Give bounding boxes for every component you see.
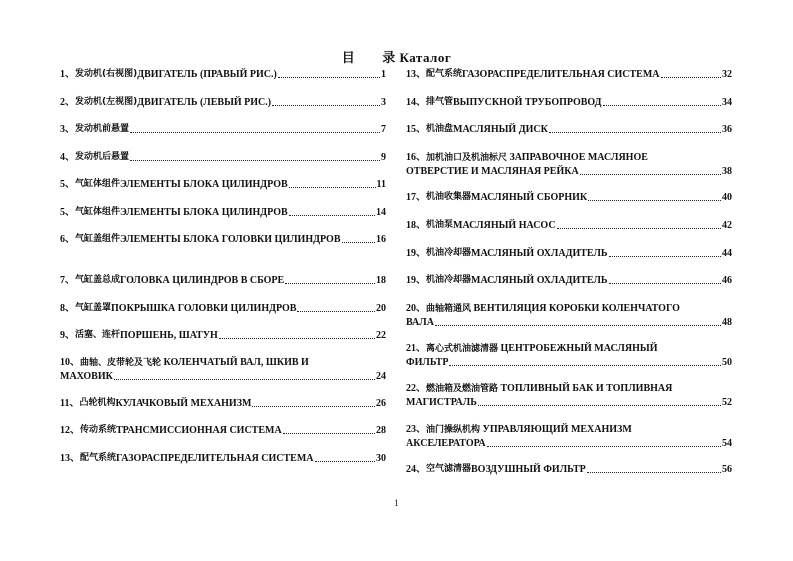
toc-entry-russian: ВОЗДУШНЫЙ ФИЛЬТР bbox=[471, 464, 586, 475]
toc-entry-russian-cont: АКСЕЛЕРАТОРА bbox=[406, 438, 486, 449]
toc-entry-russian-cont: ВАЛА bbox=[406, 317, 434, 328]
toc-entry-page: 52 bbox=[722, 397, 732, 408]
toc-entry-russian: ЗАПРАВОЧНОЕ МАСЛЯНОЕ bbox=[507, 152, 648, 163]
toc-entry[interactable] bbox=[60, 274, 386, 287]
toc-entry-russian: ГАЗОРАСПРЕДЕЛИТЕЛЬНАЯ СИСТЕМА bbox=[116, 453, 314, 464]
toc-entry[interactable] bbox=[60, 356, 386, 383]
toc-entry-russian: ДВИГАТЕЛЬ (ПРАВЫЙ РИС.) bbox=[137, 69, 277, 80]
toc-entry[interactable] bbox=[60, 329, 386, 342]
toc-entry[interactable] bbox=[60, 123, 386, 136]
toc-entry[interactable] bbox=[60, 302, 386, 315]
toc-entry[interactable] bbox=[60, 68, 386, 81]
toc-entry-number: 3、 bbox=[60, 124, 75, 135]
toc-entry[interactable] bbox=[60, 206, 386, 219]
toc-entry-number: 8、 bbox=[60, 303, 75, 314]
toc-entry-number: 21、 bbox=[406, 343, 426, 354]
toc-entry-russian-cont: МАХОВИК bbox=[60, 371, 113, 382]
dot-leader bbox=[557, 228, 721, 229]
toc-entry-russian: МАСЛЯНЫЙ СБОРНИК bbox=[471, 192, 588, 203]
toc-entry-russian: ЦЕНТРОБЕЖНЫЙ МАСЛЯНЫЙ bbox=[498, 343, 658, 354]
dot-leader bbox=[609, 256, 721, 257]
toc-entry-page: 30 bbox=[376, 453, 386, 464]
dot-leader bbox=[661, 77, 721, 78]
dot-leader bbox=[252, 406, 375, 407]
toc-entry-russian: МАСЛЯНЫЙ НАСОС bbox=[453, 220, 556, 231]
toc-entry-page: 54 bbox=[722, 438, 732, 449]
dot-leader bbox=[609, 283, 721, 284]
toc-entry-number: 14、 bbox=[406, 97, 426, 108]
toc-entry-russian: ПОРШЕНЬ, ШАТУН bbox=[120, 330, 218, 341]
toc-entry-number: 5、 bbox=[60, 207, 75, 218]
dot-leader bbox=[580, 174, 721, 175]
toc-entry-page: 7 bbox=[381, 124, 386, 135]
toc-entry[interactable] bbox=[406, 342, 732, 369]
toc-entry-page: 56 bbox=[722, 464, 732, 475]
dot-leader bbox=[219, 338, 375, 339]
toc-entry[interactable] bbox=[406, 96, 732, 109]
toc-entry[interactable] bbox=[60, 96, 386, 109]
toc-entry-chinese: 机油盘 bbox=[426, 124, 454, 134]
toc-entry[interactable] bbox=[406, 123, 732, 136]
toc-entry-page: 28 bbox=[376, 425, 386, 436]
dot-leader bbox=[278, 77, 380, 78]
toc-entry-number: 13、 bbox=[406, 69, 426, 80]
toc-entry-russian: ГОЛОВКА ЦИЛИНДРОВ В СБОРЕ bbox=[120, 275, 285, 286]
toc-entry-russian: МАСЛЯНЫЙ ОХЛАДИТЕЛЬ bbox=[471, 275, 608, 286]
toc-entry-number: 23、 bbox=[406, 424, 426, 435]
dot-leader bbox=[289, 187, 376, 188]
toc-entry-number: 19、 bbox=[406, 248, 426, 259]
dot-leader bbox=[283, 433, 375, 434]
dot-leader bbox=[342, 242, 376, 243]
toc-entry[interactable] bbox=[406, 302, 732, 329]
dot-leader bbox=[297, 311, 375, 312]
toc-entry-number: 16、 bbox=[406, 152, 426, 163]
toc-entry-number: 12、 bbox=[60, 425, 80, 436]
dot-leader bbox=[315, 461, 375, 462]
toc-entry-russian: МАСЛЯНЫЙ ОХЛАДИТЕЛЬ bbox=[471, 248, 608, 259]
toc-entry-page: 20 bbox=[376, 303, 386, 314]
toc-entry-number: 15、 bbox=[406, 124, 426, 135]
toc-entry-number: 20、 bbox=[406, 303, 426, 314]
dot-leader bbox=[114, 379, 375, 380]
dot-leader bbox=[487, 446, 721, 447]
toc-entry-russian-cont: ФИЛЬТР bbox=[406, 357, 449, 368]
toc-entry-chinese: 加机油口及机油标尺 bbox=[426, 153, 508, 163]
toc-entry-russian: ТРАНСМИССИОННАЯ СИСТЕМА bbox=[116, 425, 282, 436]
toc-entry-chinese: 排气管 bbox=[426, 97, 454, 107]
toc-entry-chinese: 发动机(左视图) bbox=[75, 97, 138, 107]
toc-entry-chinese: 气缸盖组件 bbox=[75, 234, 121, 244]
toc-entry[interactable] bbox=[406, 151, 732, 178]
dot-leader bbox=[603, 105, 721, 106]
toc-entry-chinese: 曲轴箱通风 bbox=[426, 304, 472, 314]
toc-entry-page: 18 bbox=[376, 275, 386, 286]
dot-leader bbox=[130, 160, 380, 161]
toc-entry-page: 32 bbox=[722, 69, 732, 80]
toc-entry-page: 24 bbox=[376, 371, 386, 382]
toc-entry-chinese: 离心式机油滤清器 bbox=[426, 344, 499, 354]
toc-entry-russian: УПРАВЛЯЮЩИЙ МЕХАНИЗМ bbox=[480, 424, 632, 435]
toc-entry-chinese: 凸轮机构 bbox=[79, 398, 116, 408]
toc-entry-chinese: 机油冷却器 bbox=[426, 275, 472, 285]
toc-entry-page: 26 bbox=[376, 398, 386, 409]
toc-entry-russian-cont: МАГИСТРАЛЬ bbox=[406, 397, 477, 408]
page-number: 1 bbox=[394, 498, 399, 508]
toc-entry-page: 14 bbox=[376, 207, 386, 218]
toc-entry[interactable] bbox=[406, 423, 732, 450]
toc-entry-page: 42 bbox=[722, 220, 732, 231]
toc-entry-page: 34 bbox=[722, 97, 732, 108]
toc-entry[interactable] bbox=[406, 463, 732, 476]
dot-leader bbox=[587, 472, 721, 473]
toc-entry-russian: ЭЛЕМЕНТЫ БЛОКА ГОЛОВКИ ЦИЛИНДРОВ bbox=[120, 234, 341, 245]
toc-entry-number: 11、 bbox=[60, 398, 80, 409]
toc-entry-number: 18、 bbox=[406, 220, 426, 231]
toc-entry[interactable] bbox=[60, 452, 386, 465]
toc-entry-chinese: 气缸体组件 bbox=[75, 179, 121, 189]
toc-entry-chinese: 气缸体组件 bbox=[75, 207, 121, 217]
toc-entry-chinese: 空气滤清器 bbox=[426, 464, 472, 474]
toc-entry-number: 4、 bbox=[60, 152, 75, 163]
page-title: 目 录 Каталог bbox=[341, 50, 452, 65]
toc-entry-page: 48 bbox=[722, 317, 732, 328]
toc-entry-russian: КУЛАЧКОВЫЙ МЕХАНИЗМ bbox=[115, 398, 252, 409]
toc-entry-russian: ДВИГАТЕЛЬ (ЛЕВЫЙ РИС.) bbox=[137, 97, 272, 108]
toc-entry[interactable] bbox=[60, 178, 386, 191]
dot-leader bbox=[478, 405, 721, 406]
toc-entry[interactable] bbox=[60, 151, 386, 164]
toc-entry-number: 10、 bbox=[60, 357, 80, 368]
toc-entry-russian: ЭЛЕМЕНТЫ БЛОКА ЦИЛИНДРОВ bbox=[120, 207, 288, 218]
toc-entry-page: 1 bbox=[381, 69, 386, 80]
toc-entry-page: 44 bbox=[722, 248, 732, 259]
dot-leader bbox=[285, 283, 375, 284]
toc-entry-russian: ВЕНТИЛЯЦИЯ КОРОБКИ КОЛЕНЧАТОГО bbox=[471, 303, 680, 314]
toc-entry-number: 24、 bbox=[406, 464, 426, 475]
toc-entry-number: 2、 bbox=[60, 97, 75, 108]
toc-entry-number: 5、 bbox=[60, 179, 75, 190]
toc-entry-russian: МАСЛЯНЫЙ ДИСК bbox=[453, 124, 548, 135]
toc-entry-chinese: 曲轴、皮带轮及飞轮 bbox=[80, 358, 162, 368]
toc-entry-chinese: 传动系统 bbox=[80, 425, 117, 435]
toc-entry[interactable] bbox=[406, 68, 732, 81]
toc-entry-page: 11 bbox=[376, 179, 386, 190]
toc-entry-russian: ТОПЛИВНЫЙ БАК И ТОПЛИВНАЯ bbox=[498, 383, 673, 394]
toc-entry-number: 19、 bbox=[406, 275, 426, 286]
toc-entry-page: 46 bbox=[722, 275, 732, 286]
toc-entry-chinese: 机油收集器 bbox=[426, 192, 472, 202]
toc-entry-chinese: 活塞、连杆 bbox=[75, 330, 121, 340]
toc-entry-number: 6、 bbox=[60, 234, 75, 245]
toc-entry-number: 9、 bbox=[60, 330, 75, 341]
toc-entry-chinese: 气缸盖总成 bbox=[75, 275, 121, 285]
toc-entry-page: 50 bbox=[722, 357, 732, 368]
toc-entry-chinese: 配气系统 bbox=[80, 453, 117, 463]
toc-entry[interactable] bbox=[406, 274, 732, 287]
toc-entry[interactable] bbox=[406, 247, 732, 260]
toc-entry-number: 13、 bbox=[60, 453, 80, 464]
toc-entry-chinese: 气缸盖罩 bbox=[75, 303, 112, 313]
toc-entry-chinese: 机油泵 bbox=[426, 220, 454, 230]
toc-entry-chinese: 发动机前悬置 bbox=[75, 124, 130, 134]
toc-entry-page: 3 bbox=[381, 97, 386, 108]
toc-entry-page: 16 bbox=[376, 234, 386, 245]
toc-entry[interactable] bbox=[406, 219, 732, 232]
toc-entry[interactable] bbox=[60, 424, 386, 437]
dot-leader bbox=[289, 215, 375, 216]
toc-entry-chinese: 油门操纵机构 bbox=[426, 425, 481, 435]
toc-entry[interactable] bbox=[60, 397, 386, 410]
dot-leader bbox=[588, 200, 721, 201]
toc-entry-number: 22、 bbox=[406, 383, 426, 394]
toc-entry-russian: КОЛЕНЧАТЫЙ ВАЛ, ШКИВ И bbox=[161, 357, 309, 368]
toc-entry-page: 40 bbox=[722, 192, 732, 203]
dot-leader bbox=[449, 365, 721, 366]
toc-entry-number: 1、 bbox=[60, 69, 75, 80]
toc-entry-russian-cont: ОТВЕРСТИЕ И МАСЛЯНАЯ РЕЙКА bbox=[406, 166, 579, 177]
toc-entry-russian: ГАЗОРАСПРЕДЕЛИТЕЛЬНАЯ СИСТЕМА bbox=[462, 69, 660, 80]
toc-entry-page: 22 bbox=[376, 330, 386, 341]
toc-entry[interactable] bbox=[406, 382, 732, 409]
toc-entry-russian: ВЫПУСКНОЙ ТРУБОПРОВОД bbox=[453, 97, 602, 108]
toc-entry-chinese: 配气系统 bbox=[426, 69, 463, 79]
dot-leader bbox=[130, 132, 380, 133]
toc-entry-number: 17、 bbox=[406, 192, 426, 203]
dot-leader bbox=[435, 325, 721, 326]
toc-entry-russian: ПОКРЫШКА ГОЛОВКИ ЦИЛИНДРОВ bbox=[111, 303, 297, 314]
toc-entry-chinese: 燃油箱及燃油管路 bbox=[426, 384, 499, 394]
toc-entry[interactable] bbox=[406, 191, 732, 204]
toc-entry-page: 36 bbox=[722, 124, 732, 135]
dot-leader bbox=[549, 132, 721, 133]
toc-entry-page: 9 bbox=[381, 152, 386, 163]
toc-entry-number: 7、 bbox=[60, 275, 75, 286]
toc-entry-chinese: 发动机(右视图) bbox=[75, 69, 138, 79]
toc-entry-chinese: 机油冷却器 bbox=[426, 248, 472, 258]
toc-entry-russian: ЭЛЕМЕНТЫ БЛОКА ЦИЛИНДРОВ bbox=[120, 179, 288, 190]
toc-entry-page: 38 bbox=[722, 166, 732, 177]
toc-entry-chinese: 发动机后悬置 bbox=[75, 152, 130, 162]
toc-entry[interactable] bbox=[60, 233, 386, 246]
dot-leader bbox=[272, 105, 380, 106]
